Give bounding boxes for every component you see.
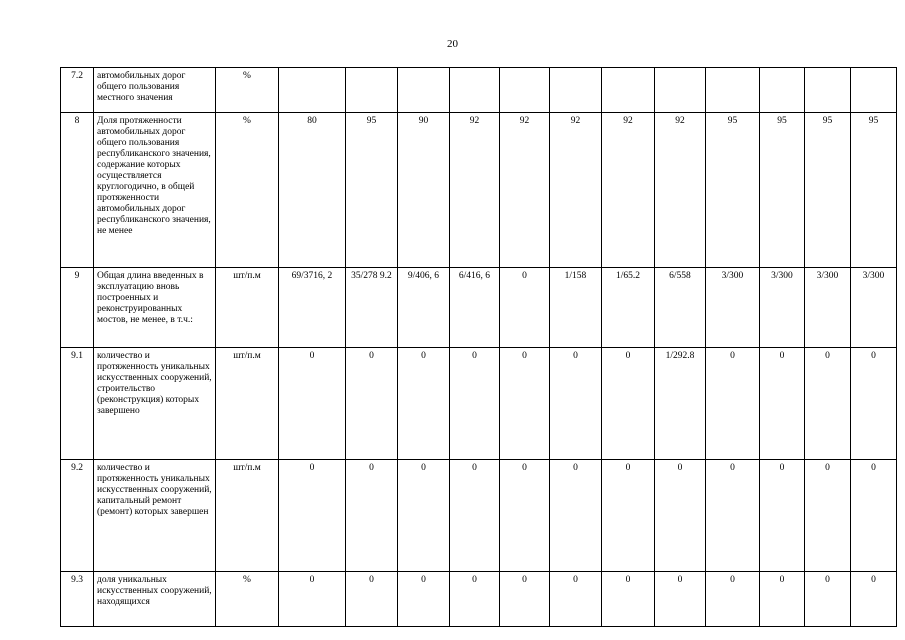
value-cell: 9/406, 6 (398, 268, 450, 348)
indicator-name: количество и протяженность уникальных искусственных сооружений, капитальный ремонт (ремонт) которых завершен (94, 460, 216, 572)
value-cell: 0 (805, 460, 851, 572)
value-cell: 0 (450, 572, 500, 627)
value-cell (450, 68, 500, 113)
value-cell: 0 (602, 348, 655, 460)
unit-cell: шт/п.м (216, 268, 279, 348)
value-cell: 1/292.8 (655, 348, 706, 460)
value-cell: 0 (346, 460, 398, 572)
value-cell: 0 (550, 348, 602, 460)
value-cell: 0 (706, 572, 760, 627)
value-cell: 95 (760, 113, 805, 268)
value-cell: 0 (805, 572, 851, 627)
indicator-name: доля уникальных искусственных сооружений, находящихся (94, 572, 216, 627)
table-row (61, 268, 897, 348)
value-cell: 0 (602, 460, 655, 572)
value-cell: 3/300 (851, 268, 897, 348)
indicator-name: автомобильных дорог общего пользования местного значения (94, 68, 216, 113)
value-cell: 0 (851, 460, 897, 572)
value-cell (500, 68, 550, 113)
row-number: 9 (61, 268, 94, 348)
row-number: 9.3 (61, 572, 94, 627)
value-cell: 0 (500, 572, 550, 627)
value-cell: 0 (706, 460, 760, 572)
value-cell: 0 (851, 572, 897, 627)
row-number: 9.2 (61, 460, 94, 572)
value-cell (398, 68, 450, 113)
value-cell (760, 68, 805, 113)
value-cell: 0 (602, 572, 655, 627)
value-cell (602, 68, 655, 113)
value-cell: 1/65.2 (602, 268, 655, 348)
value-cell: 0 (550, 572, 602, 627)
value-cell: 0 (279, 572, 346, 627)
value-cell: 92 (450, 113, 500, 268)
value-cell: 0 (805, 348, 851, 460)
unit-cell: % (216, 572, 279, 627)
value-cell: 0 (279, 348, 346, 460)
value-cell: 0 (450, 348, 500, 460)
value-cell (279, 68, 346, 113)
value-cell: 92 (655, 113, 706, 268)
indicator-name: Доля протяженности автомобильных дорог общего пользования республиканского значения, содержание которых осуществляется круглогодично, в общей протяженности автомобильных дорог республиканского значения, не менее (94, 113, 216, 268)
value-cell (805, 68, 851, 113)
value-cell: 0 (450, 460, 500, 572)
table-row (61, 68, 897, 113)
value-cell: 95 (805, 113, 851, 268)
value-cell: 0 (398, 460, 450, 572)
value-cell: 3/300 (760, 268, 805, 348)
unit-cell: % (216, 113, 279, 268)
row-number: 8 (61, 113, 94, 268)
table-row (61, 113, 897, 268)
unit-cell: шт/п.м (216, 348, 279, 460)
value-cell: 69/3716, 2 (279, 268, 346, 348)
value-cell: 0 (500, 460, 550, 572)
value-cell: 35/278 9.2 (346, 268, 398, 348)
value-cell (655, 68, 706, 113)
value-cell: 0 (500, 348, 550, 460)
value-cell: 95 (851, 113, 897, 268)
value-cell: 95 (346, 113, 398, 268)
value-cell: 0 (398, 572, 450, 627)
table-row (61, 572, 897, 627)
value-cell: 6/558 (655, 268, 706, 348)
value-cell: 92 (602, 113, 655, 268)
value-cell: 0 (500, 268, 550, 348)
value-cell: 0 (655, 572, 706, 627)
indicator-name: Общая длина введенных в эксплуатацию вновь построенных и реконструированных мостов, не менее, в т.ч.: (94, 268, 216, 348)
row-number: 9.1 (61, 348, 94, 460)
value-cell: 0 (398, 348, 450, 460)
value-cell (346, 68, 398, 113)
value-cell: 0 (346, 572, 398, 627)
value-cell: 90 (398, 113, 450, 268)
table-row (61, 348, 897, 460)
unit-cell: шт/п.м (216, 460, 279, 572)
value-cell: 92 (500, 113, 550, 268)
value-cell: 0 (706, 348, 760, 460)
indicator-name: количество и протяженность уникальных искусственных сооружений, строительство (реконструкция) которых завершено (94, 348, 216, 460)
value-cell: 0 (346, 348, 398, 460)
value-cell: 95 (706, 113, 760, 268)
table-row (61, 460, 897, 572)
value-cell: 0 (760, 572, 805, 627)
value-cell: 3/300 (805, 268, 851, 348)
unit-cell: % (216, 68, 279, 113)
value-cell: 0 (279, 460, 346, 572)
value-cell: 0 (655, 460, 706, 572)
page-number: 20 (447, 38, 458, 50)
row-number: 7.2 (61, 68, 94, 113)
value-cell (851, 68, 897, 113)
value-cell (550, 68, 602, 113)
value-cell: 0 (760, 460, 805, 572)
value-cell: 6/416, 6 (450, 268, 500, 348)
value-cell: 92 (550, 113, 602, 268)
value-cell: 0 (760, 348, 805, 460)
value-cell: 0 (550, 460, 602, 572)
value-cell: 80 (279, 113, 346, 268)
value-cell: 1/158 (550, 268, 602, 348)
indicator-table (60, 67, 897, 627)
value-cell (706, 68, 760, 113)
value-cell: 0 (851, 348, 897, 460)
value-cell: 3/300 (706, 268, 760, 348)
